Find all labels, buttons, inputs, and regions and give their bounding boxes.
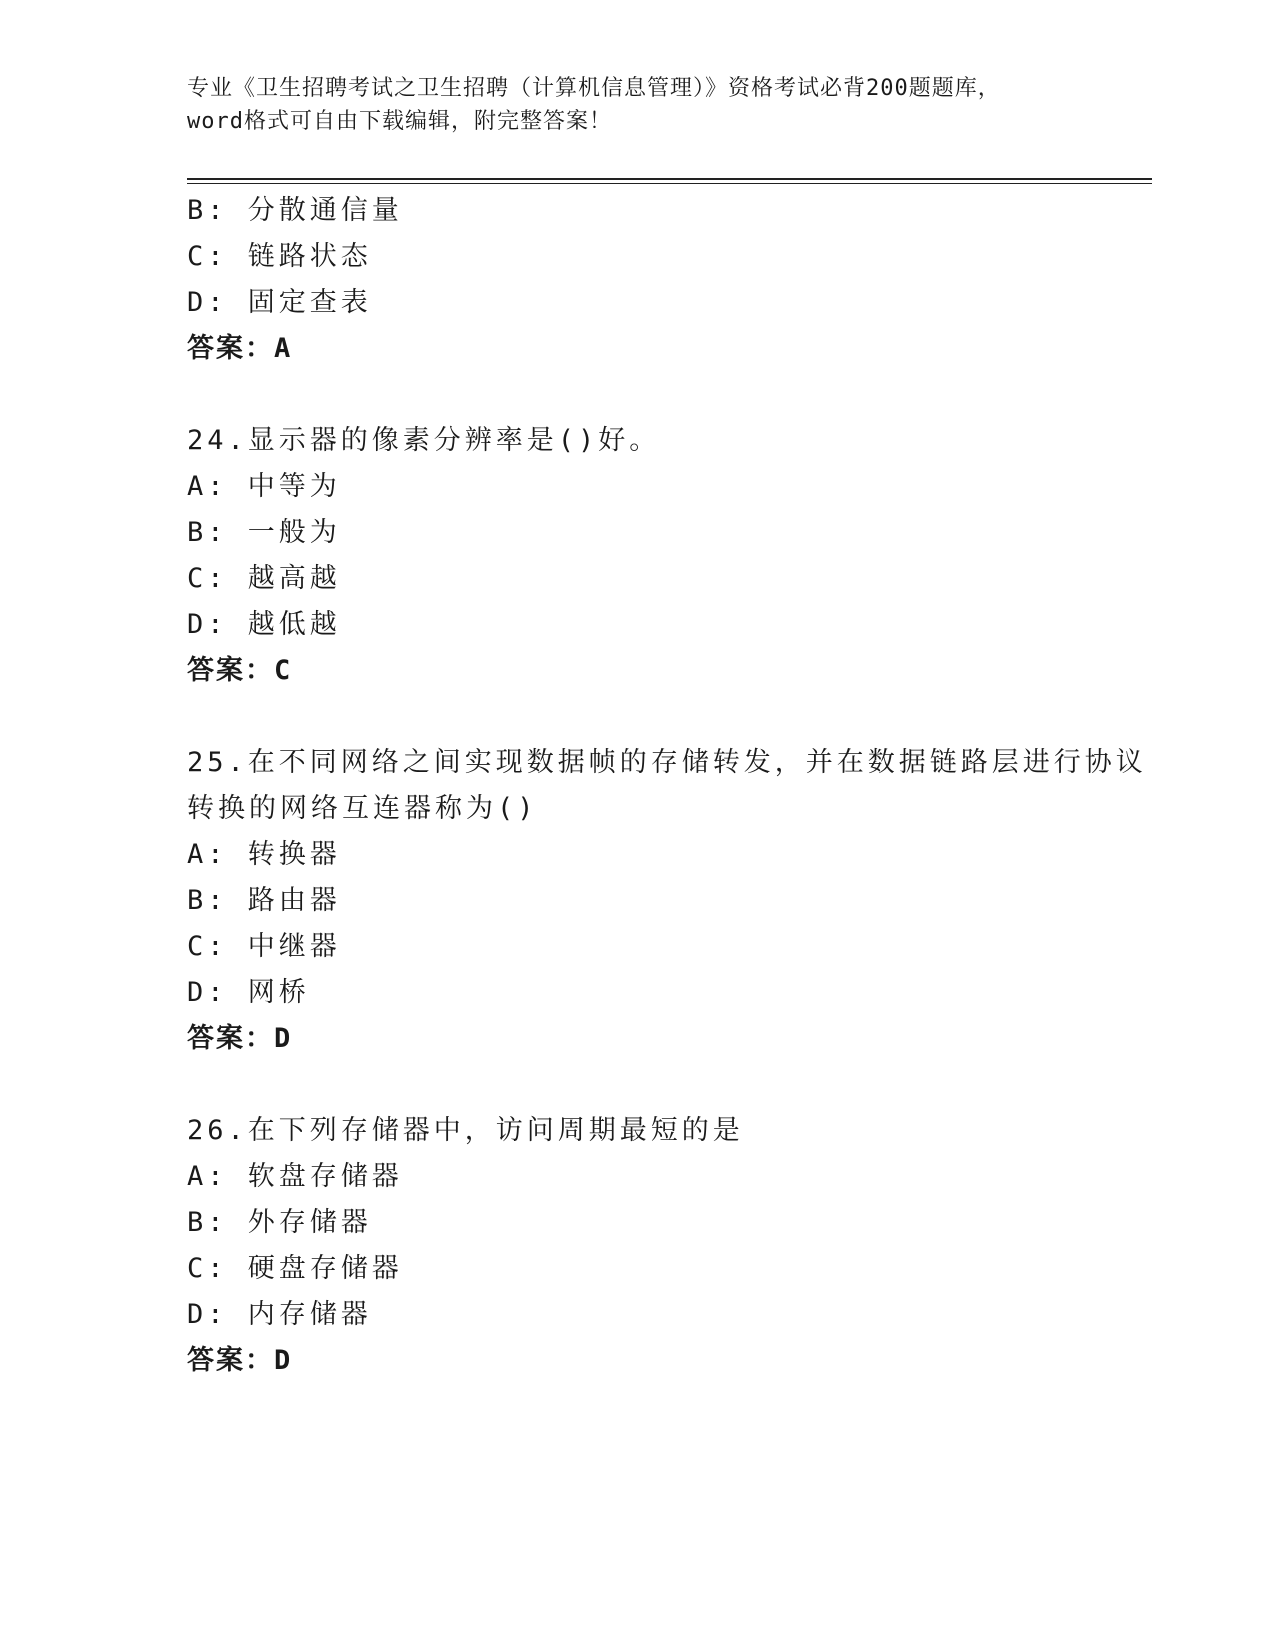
question-25 <box>187 740 1147 1062</box>
spacer <box>187 694 1107 740</box>
option-d: D: 越低越 <box>187 609 341 640</box>
header-line-2: word格式可自由下载编辑，附完整答案！ <box>187 109 612 134</box>
answer: 答案：C <box>187 655 293 686</box>
question-fragment <box>187 188 1107 372</box>
option-a: A: 转换器 <box>187 839 341 870</box>
question-stem: 24.显示器的像素分辨率是()好。 <box>187 425 661 456</box>
header-divider-thin <box>187 183 1152 184</box>
question-24 <box>187 418 1107 694</box>
option-d: D: 网桥 <box>187 977 310 1008</box>
option-b: B: 路由器 <box>187 885 341 916</box>
option-d: D: 固定查表 <box>187 287 372 318</box>
question-list <box>187 188 1147 1384</box>
option-a: A: 软盘存储器 <box>187 1161 403 1192</box>
header-divider-thick <box>187 178 1152 180</box>
question-stem-continued: 转换的网络互连器称为() <box>187 793 538 824</box>
header-line-1: 专业《卫生招聘考试之卫生招聘（计算机信息管理）》资格考试必背200题题库， <box>187 76 1001 101</box>
answer: 答案：D <box>187 1345 293 1376</box>
option-b: B: 分散通信量 <box>187 195 403 226</box>
option-c: C: 中继器 <box>187 931 341 962</box>
option-b: B: 外存储器 <box>187 1207 372 1238</box>
answer: 答案：A <box>187 333 293 364</box>
option-d: D: 内存储器 <box>187 1299 372 1330</box>
spacer <box>187 372 1107 418</box>
option-c: C: 硬盘存储器 <box>187 1253 403 1284</box>
question-stem: 25.在不同网络之间实现数据帧的存储转发，并在数据链路层进行协议 <box>187 747 1147 778</box>
option-c: C: 链路状态 <box>187 241 372 272</box>
answer: 答案：D <box>187 1023 293 1054</box>
option-c: C: 越高越 <box>187 563 341 594</box>
option-a: A: 中等为 <box>187 471 341 502</box>
option-b: B: 一般为 <box>187 517 341 548</box>
question-stem: 26.在下列存储器中，访问周期最短的是 <box>187 1115 744 1146</box>
document-header <box>187 72 1087 138</box>
spacer <box>187 1062 1107 1108</box>
question-26 <box>187 1108 1107 1384</box>
